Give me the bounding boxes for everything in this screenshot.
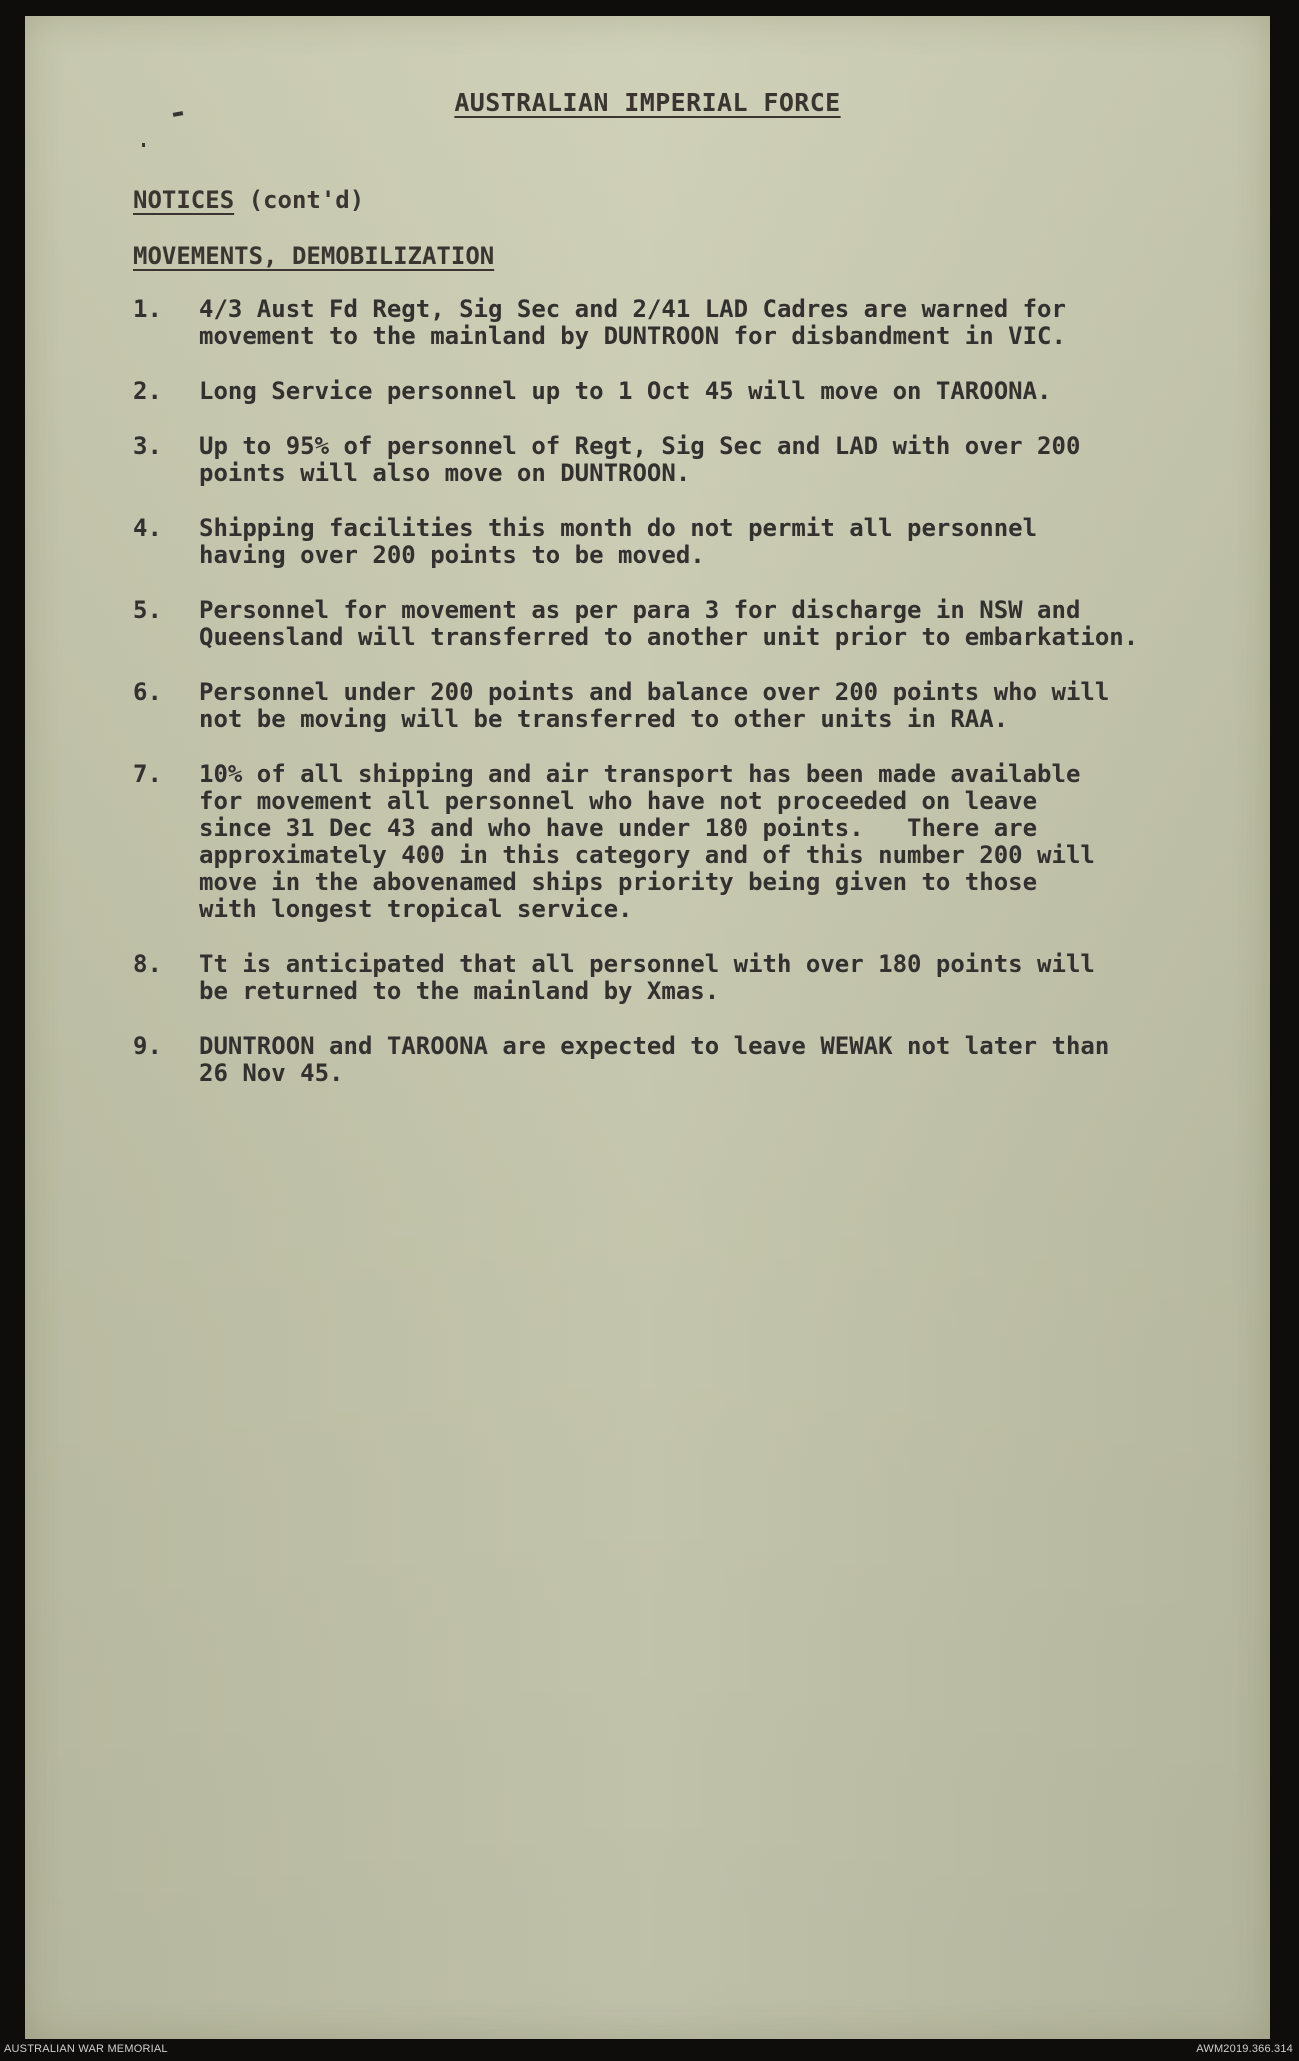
list-item [133, 951, 1263, 1005]
item-text: Tt is anticipated that all personnel with over 180 points will be returned to the mainland by Xmas. [199, 950, 1095, 1005]
notice-list [133, 296, 1263, 1115]
item-number: 2. [133, 377, 162, 405]
item-text: 4/3 Aust Fd Regt, Sig Sec and 2/41 LAD Cadres are warned for movement to the mainland by DUNTROON for disbandment in VIC. [199, 295, 1066, 350]
footer-credit: AUSTRALIAN WAR MEMORIAL [4, 2043, 168, 2055]
item-number: 7. [133, 760, 162, 788]
item-text: Long Service personnel up to 1 Oct 45 will move on TAROONA. [199, 377, 1052, 405]
document-page [25, 16, 1270, 2039]
document-title-text: AUSTRALIAN IMPERIAL FORCE [454, 88, 841, 117]
notices-heading [133, 186, 364, 214]
notices-heading-label: NOTICES [133, 186, 235, 214]
list-item [133, 1033, 1263, 1087]
list-item [133, 679, 1263, 733]
item-number: 8. [133, 950, 162, 978]
footer-reference: AWM2019.366.314 [1196, 2043, 1293, 2055]
item-number: 5. [133, 596, 162, 624]
list-item [133, 296, 1263, 350]
list-item [133, 515, 1263, 569]
item-text: Personnel for movement as per para 3 for discharge in NSW and Queensland will transferred to another unit prior to embarkation. [199, 596, 1139, 651]
section-heading [133, 242, 494, 270]
item-text: Up to 95% of personnel of Regt, Sig Sec and LAD with over 200 points will also move on DUNTROON. [199, 432, 1081, 487]
list-item [133, 433, 1263, 487]
list-item [133, 761, 1263, 923]
notices-heading-suffix: (cont'd) [234, 186, 365, 214]
item-number: 3. [133, 432, 162, 460]
list-item [133, 378, 1263, 405]
item-text: DUNTROON and TAROONA are expected to leave WEWAK not later than 26 Nov 45. [199, 1032, 1110, 1087]
item-number: 6. [133, 678, 162, 706]
document-title [25, 88, 1270, 117]
list-item [133, 597, 1263, 651]
item-number: 1. [133, 295, 162, 323]
item-number: 9. [133, 1032, 162, 1060]
section-heading-text: MOVEMENTS, DEMOBILIZATION [133, 242, 495, 270]
item-text: Personnel under 200 points and balance over 200 points who will not be moving will be transferred to other units in RAA. [199, 678, 1110, 733]
item-text: 10% of all shipping and air transport has been made available for movement all personnel who have not proceeded on leave since 31 Dec 43 and who have under 180 points. There are approximately 400 in this category and of this number 200 will move in the abovenamed ships priority being given to those with longest tropical service. [199, 760, 1095, 923]
ink-dot [142, 143, 145, 147]
item-number: 4. [133, 514, 162, 542]
item-text: Shipping facilities this month do not permit all personnel having over 200 points to be moved. [199, 514, 1038, 569]
